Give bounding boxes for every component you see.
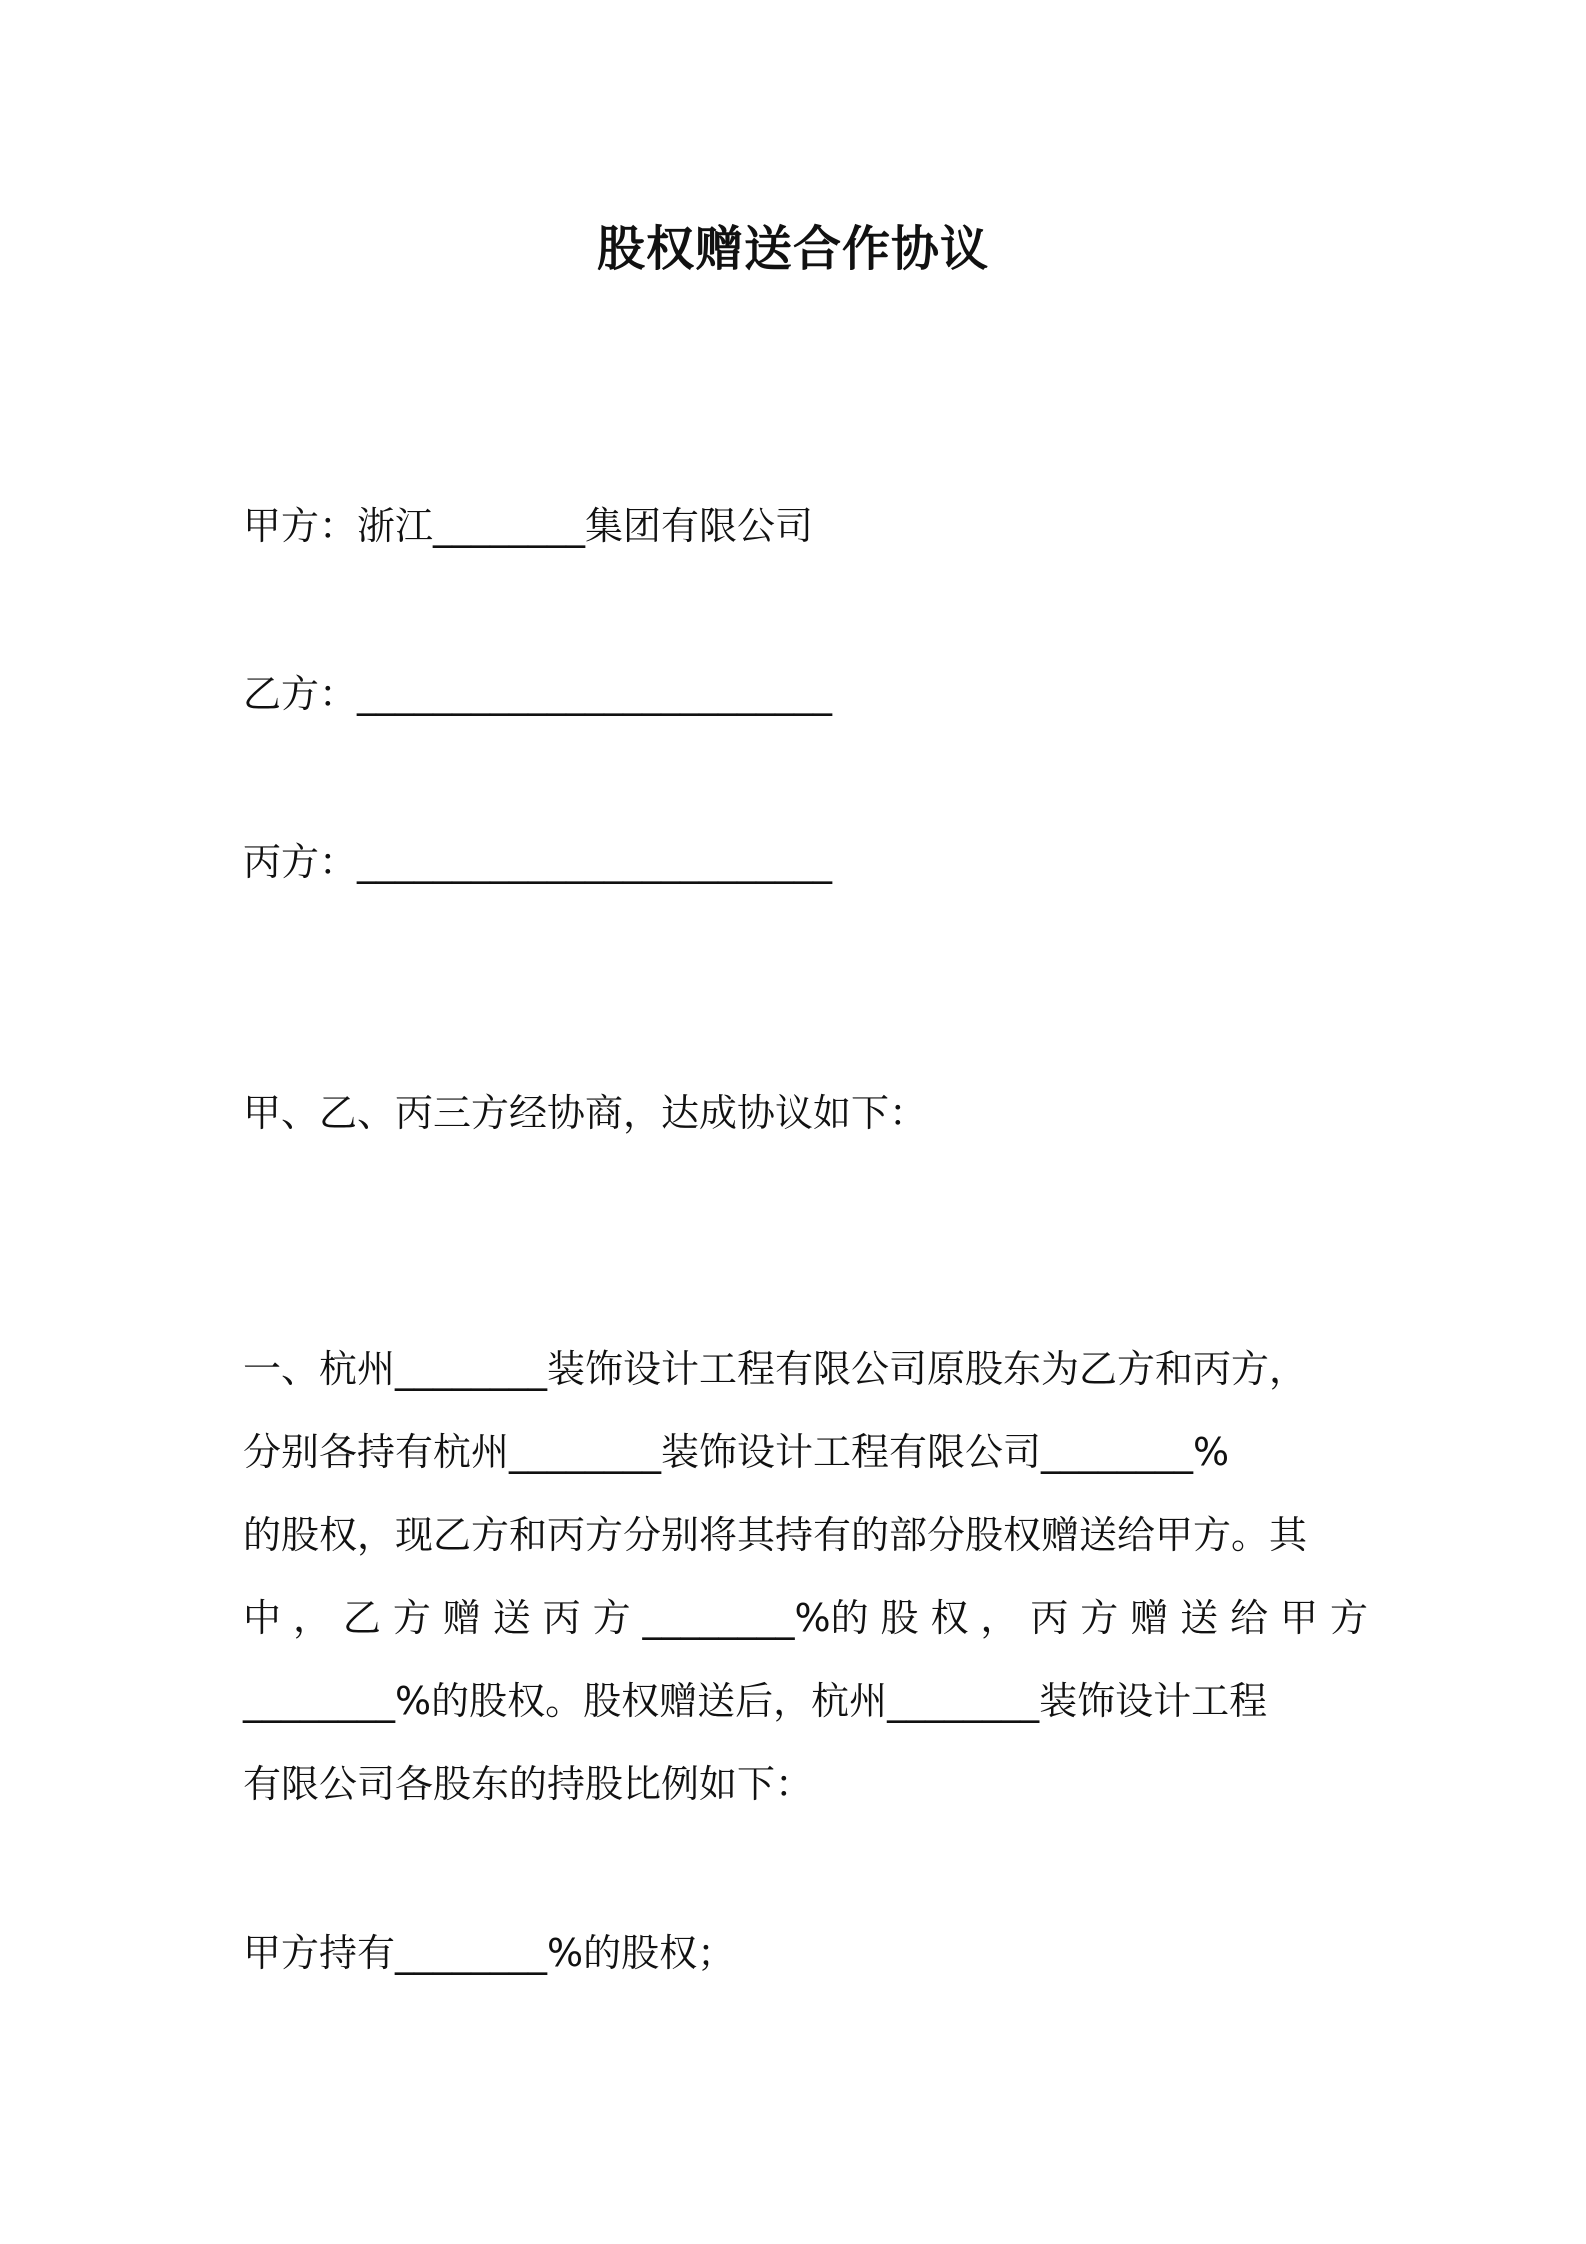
clause-1-line-3: 的股权，现乙方和丙方分别将其持有的部分股权赠送给甲方。其 [243,1513,1308,1557]
party-a-line: 甲方：浙江________集团有限公司 [243,504,814,548]
clause-1-line-4-token: 股 [880,1596,919,1640]
clause-1-line-4-token: 赠 [442,1596,481,1640]
clause-1-line-4-token: 送 [492,1596,531,1640]
clause-1-line-2: 分别各持有杭州________装饰设计工程有限公司________% [243,1430,1230,1474]
clause-1-line-4-token: 丙 [542,1596,581,1640]
clause-1-line-4-token: 方 [392,1596,431,1640]
clause-1-line-4-token: 权 [930,1596,969,1640]
agreement-intro: 甲、乙、丙三方经协商，达成协议如下： [243,1091,928,1135]
clause-1-line-4-token: 赠 [1130,1596,1169,1640]
clause-1-line-4-token: 丙 [1030,1596,1069,1640]
clause-1-line-4-token: 方 [592,1596,631,1640]
clause-1-line-1: 一、杭州________装饰设计工程有限公司原股东为乙方和丙方， [243,1347,1308,1391]
party-c-line: 丙方：_________________________ [243,840,833,884]
clause-1-line-4-token: ， [980,1596,1019,1640]
clause-1 [243,1328,1368,1826]
clause-1-line-4-token: 中 [243,1596,282,1640]
clause-1-line-4-token: 方 [1329,1596,1368,1640]
clause-1-line-4 [243,1577,1368,1660]
clause-1-line-5: ________%的股权。股权赠送后，杭州________装饰设计工程 [243,1679,1268,1723]
party-a-holding: 甲方持有________%的股权； [243,1931,736,1975]
clause-1-line-4-token: 甲 [1280,1596,1319,1640]
clause-1-line-4-token: ________%的 [642,1596,869,1640]
party-b-line: 乙方：_________________________ [243,672,833,716]
clause-1-line-4-token: 给 [1230,1596,1269,1640]
clause-1-line-6: 有限公司各股东的持股比例如下： [243,1762,814,1806]
clause-1-line-4-token: 送 [1180,1596,1219,1640]
clause-1-line-4-token: ， [292,1596,331,1640]
clause-1-line-4-token: 方 [1080,1596,1119,1640]
document-title: 股权赠送合作协议 [596,221,989,277]
clause-1-line-4-token: 乙 [342,1596,381,1640]
